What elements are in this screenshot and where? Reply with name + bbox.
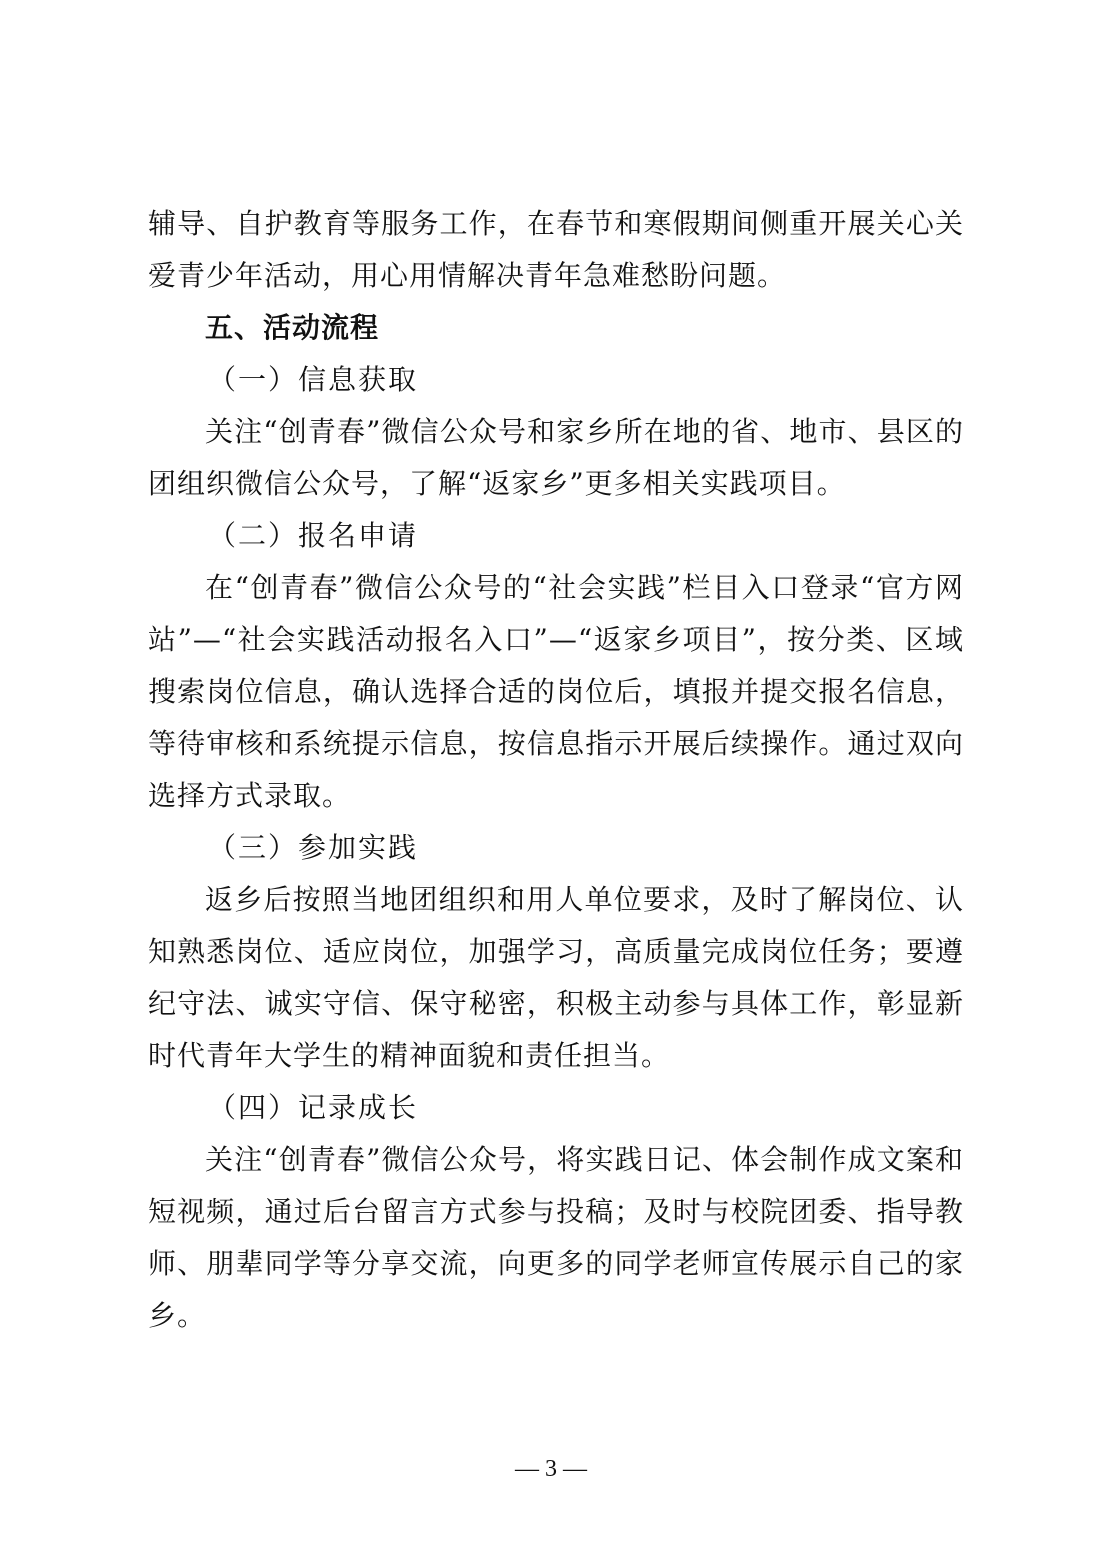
page-number: — 3 —	[515, 1456, 587, 1482]
subheading-record-growth: （四）记录成长	[208, 1091, 419, 1124]
subheading-registration: （二）报名申请	[208, 519, 419, 552]
paragraph-participation: 返乡后按照当地团组织和用人单位要求，及时了解岗位、认知熟悉岗位、适应岗位，加强学习，高质量完成岗位任务；要遵纪守法、诚实守信、保守秘密，积极主动参与具体工作，彰显新时代青年大学生的精神面貌和责任担当。	[148, 883, 964, 1072]
subheading-participation: （三）参加实践	[208, 831, 419, 864]
section-heading-activity-process: 五、活动流程	[205, 311, 380, 344]
paragraph-record-growth: 关注“创青春”微信公众号，将实践日记、体会制作成文案和短视频，通过后台留言方式参与投稿；及时与校院团委、指导教师、朋辈同学等分享交流，向更多的同学老师宣传展示自己的家乡。	[148, 1143, 964, 1332]
paragraph-registration: 在“创青春”微信公众号的“社会实践”栏目入口登录“官方网站”—“社会实践活动报名入口”—“返家乡项目”，按分类、区域搜索岗位信息，确认选择合适的岗位后，填报并提交报名信息，等待审核和系统提示信息，按信息指示开展后续操作。通过双向选择方式录取。	[148, 571, 964, 812]
subheading-info-acquisition: （一）信息获取	[208, 363, 419, 396]
document-body	[148, 198, 964, 1342]
paragraph-continuation: 辅导、自护教育等服务工作，在春节和寒假期间侧重开展关心关爱青少年活动，用心用情解决青年急难愁盼问题。	[148, 207, 964, 292]
paragraph-info-acquisition: 关注“创青春”微信公众号和家乡所在地的省、地市、县区的团组织微信公众号，了解“返家乡”更多相关实践项目。	[148, 415, 964, 500]
